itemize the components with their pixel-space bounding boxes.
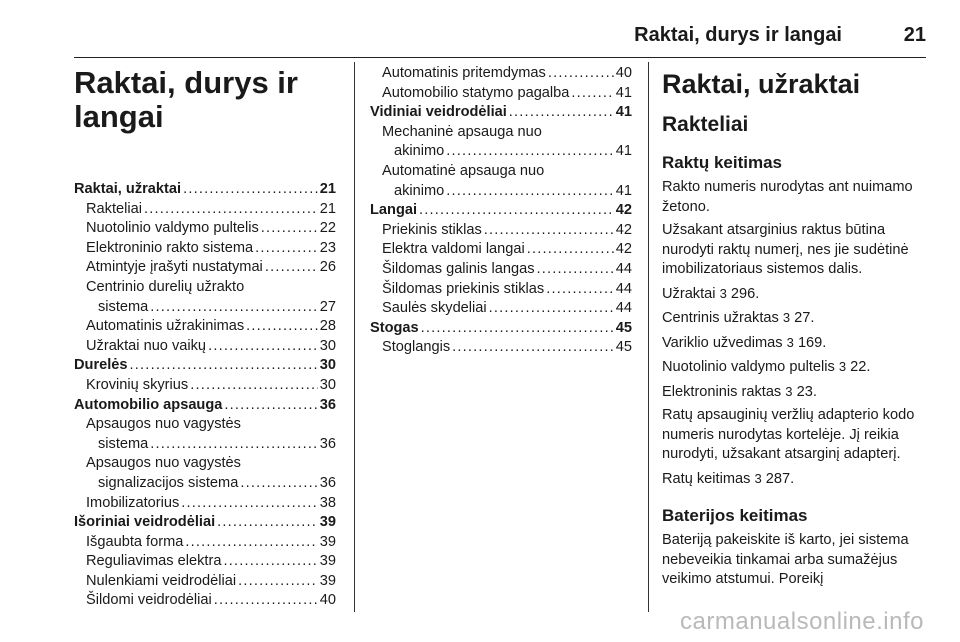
toc-chapter-entry: Išoriniai veidrodėliai ..... 39 <box>74 513 336 533</box>
column-divider-2 <box>648 62 649 612</box>
heading-key-replacement: Raktų keitimas <box>662 153 782 172</box>
paragraph-battery: Bateriją pakeiskite iš karto, jei sistema nebeveikia tinkamai arba sumažėjus veikimo atstumui. Poreikį <box>662 532 909 587</box>
toc-entry: Šildomas galinis langas ..... 44 <box>370 260 632 280</box>
toc-entry: Automatinis pritemdymas ..... 40 <box>370 64 632 84</box>
cross-reference: Nuotolinio valdymo pultelis 3 22. <box>662 359 871 375</box>
toc-entry: Užraktai nuo vaikų ..... 30 <box>74 337 336 357</box>
paragraph-spare-keys: Užsakant atsarginius raktus būtina nurodyti raktų numerį, nes jie sudėtinė imobilizatoriaus sistemos dalis. <box>662 222 909 277</box>
toc-entry: sistema ..... 36 <box>74 435 336 455</box>
toc-column-2 <box>370 62 632 358</box>
table-of-contents-continued <box>370 64 632 358</box>
subsection-title: Rakteliai <box>662 113 749 136</box>
cross-reference: Elektroninis raktas 3 23. <box>662 383 817 400</box>
toc-chapter-entry: Durelės ..... 30 <box>74 356 336 376</box>
toc-entry: signalizacijos sistema ..... 36 <box>74 474 336 494</box>
paragraph-wheel-adapter: Ratų apsauginių veržlių adapterio kodo numeris nurodytas kortelėje. Jį reikia nurodyti, užsakant atsarginį adapterį. <box>662 407 915 462</box>
toc-entry: Nulenkiami veidrodėliai ..... 39 <box>74 572 336 592</box>
toc-entry: Automobilio statymo pagalba ..... 41 <box>370 84 632 104</box>
page-reference-icon: 3 <box>785 383 793 399</box>
toc-entry: sistema ..... 27 <box>74 298 336 318</box>
column-divider-1 <box>354 62 355 612</box>
page-number: 21 <box>903 24 926 46</box>
toc-chapter-entry: Stogas ..... 45 <box>370 319 632 339</box>
toc-entry-line: Automatinė apsauga nuo <box>382 162 545 179</box>
section-title: Raktai, užraktai <box>662 69 861 99</box>
cross-reference: Užraktai 3 296. <box>662 285 760 302</box>
toc-chapter-entry: Automobilio apsauga ..... 36 <box>74 396 336 416</box>
toc-chapter-entry: Vidiniai veidrodėliai ..... 41 <box>370 103 632 123</box>
toc-entry: Atmintyje įrašyti nustatymai ..... 26 <box>74 258 336 278</box>
toc-column-1 <box>74 62 336 611</box>
cross-reference: Centrinis užraktas 3 27. <box>662 310 815 326</box>
toc-entry: Elektroninio rakto sistema ..... 23 <box>74 239 336 259</box>
toc-entry-line: Apsaugos nuo vagystės <box>86 455 241 472</box>
toc-entry: Imobilizatorius ..... 38 <box>74 494 336 514</box>
heading-battery-replacement: Baterijos keitimas <box>662 506 808 525</box>
toc-entry: Išgaubta forma ..... 39 <box>74 533 336 553</box>
page-reference-icon: 3 <box>786 334 794 350</box>
toc-entry: akinimo ..... 41 <box>370 142 632 162</box>
toc-entry-line: Centrinio durelių užrakto <box>86 278 245 295</box>
page-reference-icon: 3 <box>838 359 847 374</box>
page-reference-icon: 3 <box>754 470 762 486</box>
toc-entry: Rakteliai ..... 21 <box>74 200 336 220</box>
toc-entry: Šildomi veidrodėliai ..... 40 <box>74 591 336 611</box>
header-title: Raktai, durys ir langai <box>634 24 842 46</box>
page-reference-icon: 3 <box>719 285 727 301</box>
toc-entry: Reguliavimas elektra ..... 39 <box>74 552 336 572</box>
toc-chapter-entry: Raktai, užraktai ..... 21 <box>74 180 336 200</box>
toc-entry: akinimo ..... 41 <box>370 182 632 202</box>
watermark: carmanualsonline.info <box>680 608 924 635</box>
toc-entry: Nuotolinio valdymo pultelis ..... 22 <box>74 219 336 239</box>
toc-entry: Automatinis užrakinimas ..... 28 <box>74 317 336 337</box>
toc-entry-line: Apsaugos nuo vagystės <box>86 416 241 433</box>
page-reference-icon: 3 <box>782 310 791 325</box>
toc-entry: Šildomas priekinis stiklas ..... 44 <box>370 280 632 300</box>
paragraph-key-number: Rakto numeris nurodytas ant nuimamo žetono. <box>662 179 913 215</box>
running-header <box>74 18 926 58</box>
toc-entry: Elektra valdomi langai ..... 42 <box>370 240 632 260</box>
toc-entry: Saulės skydeliai ..... 44 <box>370 299 632 319</box>
content-column <box>662 62 924 590</box>
toc-entry: Priekinis stiklas ..... 42 <box>370 221 632 241</box>
cross-reference: Variklio užvedimas 3 169. <box>662 334 827 351</box>
toc-entry-line: Mechaninė apsauga nuo <box>382 123 542 140</box>
table-of-contents <box>74 180 336 611</box>
cross-reference-wheel-change: Ratų keitimas 3 287. <box>662 470 795 487</box>
toc-entry: Krovinių skyrius ..... 30 <box>74 376 336 396</box>
chapter-title: Raktai, durys ir langai <box>74 65 298 134</box>
cross-references <box>662 284 924 403</box>
toc-entry: Stoglangis ..... 45 <box>370 338 632 358</box>
toc-chapter-entry: Langai ..... 42 <box>370 201 632 221</box>
